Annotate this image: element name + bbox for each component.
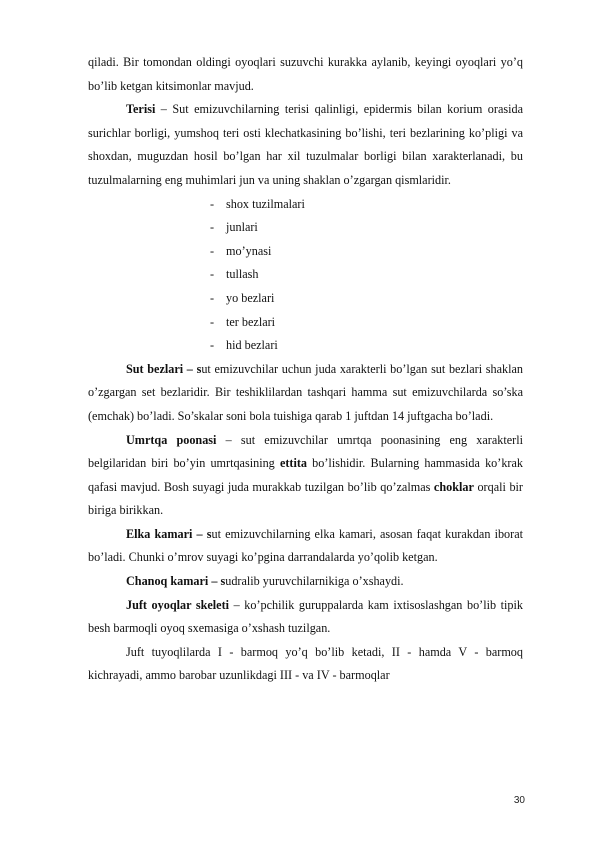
paragraph-ungulates [88, 641, 523, 688]
bold-term: choklar [433, 479, 474, 494]
list-item-text: mo’ynasi [226, 243, 272, 258]
term-heading: Chanoq kamari – s [126, 574, 226, 589]
paragraph-text: Juft tuyoqlilarda I - barmoq yo’q bo’lib ketadi, II - hamda V - barmoq kichrayadi, ammo barobar uzunlikdagi III - va IV - barmoqlar [88, 644, 523, 683]
paragraph-text: orqali bir biriga birikkan. [88, 479, 523, 518]
term-heading: Umrtqa poonasi [126, 432, 217, 447]
list-item-text: ter bezlari [226, 314, 276, 329]
paragraph-text: ut emizuvchilarning elka kamari, asosan faqat kurakdan iborat bo’ladi. Chunki o’mrov suyagi ko’pgina darrandalarda yo’qolib ketgan. [88, 526, 523, 565]
term-heading: Elka kamari – s [126, 526, 212, 541]
list-item [88, 193, 523, 217]
list-item [88, 240, 523, 264]
list-dash: - [210, 338, 215, 353]
list-dash: - [210, 314, 215, 329]
list-item [88, 311, 523, 335]
paragraph-milk-glands [88, 358, 523, 429]
list-item-text: hid bezlari [226, 338, 278, 353]
list-item [88, 287, 523, 311]
list-item-text: yo bezlari [226, 290, 275, 305]
list-item [88, 334, 523, 358]
paragraph-continuation [88, 51, 523, 98]
list-item [88, 263, 523, 287]
list-dash: - [210, 267, 215, 282]
term-heading: Sut bezlari – s [126, 361, 202, 376]
list-item [88, 216, 523, 240]
list-item-text: junlari [226, 220, 258, 235]
list-dash: - [210, 196, 215, 211]
skin-structures-list [88, 193, 523, 358]
bold-term: ettita [279, 456, 308, 471]
paragraph-text: – Sut emizuvchilarning terisi qalinligi, epidermis bilan korium orasida surichlar borligi, yumshoq teri osti klechatkasining bo’lishi, teri bezlarining ko’pligi va shoxdan, muguzdan hosil bo’lgan har xil tuzulmalar borligi bilan xarakterlanadi, bu tuzulmalarning eng muhimlari jun va uning shaklan o’zgargan qismlaridir. [88, 102, 523, 187]
paragraph-limb-skeleton [88, 594, 523, 641]
paragraph-text: – ko’pchilik guruppalarda kam ixtisoslashgan bo’lib tipik besh barmoqli oyoq sxemasiga o’xshash tuzilgan. [88, 597, 524, 636]
paragraph-text: qiladi. Bir tomondan oldingi oyoqlari suzuvchi kurakka aylanib, keyingi oyoqlari yo’q bo’lib ketgan kitsimonlar mavjud. [88, 55, 523, 93]
document-page [88, 51, 523, 688]
paragraph-spine [88, 429, 523, 523]
list-dash: - [210, 290, 215, 305]
paragraph-shoulder-girdle [88, 523, 523, 570]
paragraph-text: ut emizuvchilar uchun juda xarakterli bo’lgan sut bezlari shaklan o’zgargan set bezlaridir. Bir teshiklilardan tashqari hamma sut emizuvchilarda so’ska (emchak) bo’ladi. So’skalar soni bola tuishiga qarab 1 juftdan 14 juftgacha bo’ladi. [88, 361, 523, 423]
page-number: 30 [513, 795, 525, 806]
paragraph-text: – sut emizuvchilar umrtqa poonasining eng xarakterli belgilaridan biri bo’yin umrtqasining [88, 432, 523, 471]
paragraph-pelvic-girdle [88, 570, 523, 594]
term-heading: Juft oyoqlar skeleti [126, 597, 230, 612]
paragraph-skin [88, 98, 523, 192]
paragraph-text: udralib yuruvchilarnikiga o’xshaydi. [225, 574, 404, 589]
list-dash: - [210, 243, 215, 258]
list-item-text: tullash [226, 267, 259, 282]
paragraph-text: bo’lishidir. Bularning hammasida ko’krak qafasi mavjud. Bosh suyagi juda murakkab tuzilgan bo’lib qo’zalmas [88, 456, 523, 494]
term-heading: Terisi [126, 102, 156, 117]
list-item-text: shox tuzilmalari [226, 196, 305, 211]
list-dash: - [210, 220, 215, 235]
